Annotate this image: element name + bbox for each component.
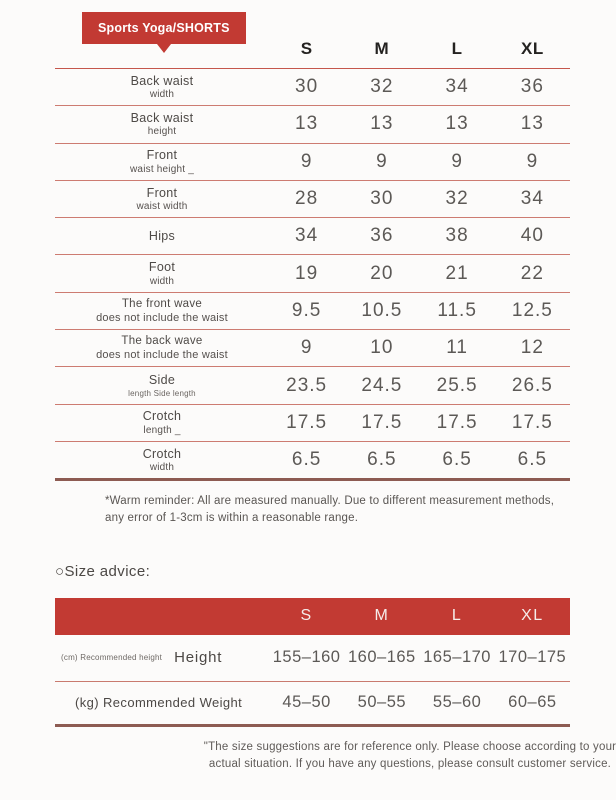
row-label: Front waist height _ (130, 148, 194, 175)
cell-value: 160–165 (348, 648, 416, 667)
table-row (55, 405, 570, 442)
cell-value: 13 (445, 113, 469, 135)
cell-value: 12.5 (511, 299, 553, 321)
table-row (55, 69, 570, 106)
cell-value: 12 (520, 337, 544, 359)
size-advice-heading: ○Size advice: (55, 562, 151, 580)
table-row (55, 181, 570, 218)
row-label: The back wave does not include the waist (96, 334, 228, 362)
measurement-table (55, 68, 570, 481)
table-row (55, 255, 570, 292)
height-label: Height (174, 649, 223, 667)
cell-value: 10 (370, 337, 394, 359)
cell-value: 34 (520, 188, 544, 210)
table-row (55, 330, 570, 367)
cell-value: 19 (295, 262, 319, 284)
table-row (55, 144, 570, 181)
table-row (55, 442, 570, 478)
cell-value: 34 (445, 76, 469, 98)
height-row-label (55, 649, 269, 666)
recommended-weight-row (55, 682, 570, 724)
cell-value: 17.5 (286, 411, 328, 433)
category-badge-label: Sports Yoga/SHORTS (98, 21, 230, 35)
advice-size-header-xl: XL (521, 607, 544, 625)
size-column-header-l: L (451, 39, 463, 58)
size-column-header-xl: XL (521, 39, 544, 58)
cell-value: 25.5 (436, 374, 478, 396)
cell-value: 9.5 (291, 299, 322, 321)
cell-value: 6.5 (442, 449, 472, 471)
cell-value: 20 (370, 262, 394, 284)
advice-size-header-l: L (451, 607, 463, 625)
cell-value: 38 (445, 225, 469, 247)
cell-value: 30 (295, 76, 319, 98)
row-label: Back waist width (130, 73, 194, 101)
advice-size-header-m: M (374, 607, 390, 625)
table-header-zone (55, 0, 570, 68)
row-label: Foot width (148, 260, 176, 287)
row-label: Crotch width (142, 446, 182, 474)
row-label: Side length Side length (128, 373, 196, 398)
cell-value: 17.5 (436, 411, 478, 433)
cell-value: 9 (376, 150, 388, 172)
cell-value: 13 (520, 113, 544, 135)
size-advice-table (55, 635, 570, 727)
cell-value: 6.5 (291, 449, 322, 471)
cell-value: 23.5 (286, 374, 328, 396)
cell-value: 9 (300, 337, 313, 359)
advice-size-header-s: S (300, 607, 313, 625)
cell-value: 17.5 (511, 411, 553, 433)
cell-value: 34 (295, 225, 319, 247)
cell-value: 10.5 (361, 299, 403, 321)
cell-value: 165–170 (423, 648, 491, 667)
size-advice-header-bar (55, 598, 570, 635)
table-row (55, 106, 570, 143)
cell-value: 6.5 (517, 449, 548, 471)
cell-value: 50–55 (357, 693, 407, 712)
cell-value: 24.5 (361, 374, 403, 396)
cell-value: 36 (370, 225, 394, 247)
cell-value: 22 (520, 262, 544, 284)
cell-value: 6.5 (367, 449, 397, 471)
cell-value: 9 (526, 150, 539, 172)
cell-value: 9 (300, 150, 313, 172)
cell-value: 155–160 (272, 648, 341, 667)
table-row (55, 367, 570, 404)
cell-value: 26.5 (511, 374, 553, 396)
cell-value: 13 (370, 113, 394, 135)
cell-value: 32 (370, 76, 394, 98)
row-label: Back waist height (130, 111, 194, 138)
cell-value: 11.5 (437, 299, 477, 321)
cell-value: 21 (445, 262, 469, 284)
size-advice-note: "The size suggestions are for reference only. Please choose according to your actual situation. If you have any questions, please consult customer service. (203, 740, 616, 771)
height-unit-label: (cm) Recommended height (61, 653, 163, 663)
recommended-height-row (55, 635, 570, 682)
cell-value: 45–50 (282, 693, 331, 712)
cell-value: 60–65 (508, 693, 557, 712)
cell-value: 36 (520, 76, 544, 98)
row-label: Front waist width (136, 185, 188, 212)
row-label: Crotch length _ (142, 409, 182, 436)
size-column-header-s: S (300, 39, 313, 58)
row-label: The front wave does not include the waist (96, 297, 228, 324)
cell-value: 170–175 (498, 648, 567, 667)
cell-value: 30 (370, 188, 394, 210)
cell-value: 28 (295, 188, 319, 210)
table-row (55, 218, 570, 255)
cell-value: 40 (520, 225, 544, 247)
size-header-row (55, 39, 570, 68)
warm-reminder-note: *Warm reminder: All are measured manually. Due to different measurement methods, any error of 1-3cm is within a reasonable range. (105, 495, 555, 524)
weight-row-label: (kg) Recommended Weight (75, 695, 243, 711)
cell-value: 17.5 (361, 411, 403, 433)
cell-value: 55–60 (432, 693, 482, 712)
size-column-header-m: M (374, 39, 390, 58)
row-label: Hips (148, 228, 176, 243)
cell-value: 32 (445, 188, 469, 210)
cell-value: 11 (446, 337, 468, 359)
table-row (55, 293, 570, 330)
cell-value: 9 (451, 150, 463, 172)
cell-value: 13 (295, 113, 319, 135)
